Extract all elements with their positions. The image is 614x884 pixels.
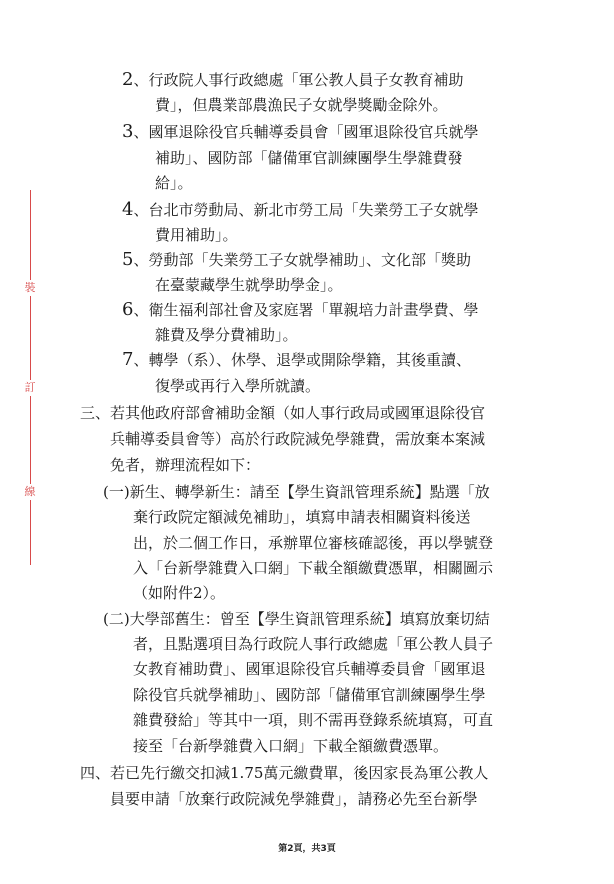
- binding-mark-ding: 訂: [22, 380, 38, 396]
- sub-item-2-line-1: (二)大學部舊生：曾至【學生資訊管理系統】填寫放棄切結: [103, 610, 490, 628]
- list-item-6-line-1: [122, 298, 478, 322]
- list-item-7-line-2: 復學或再行入學所就讀。: [155, 377, 321, 395]
- list-item-number: 5: [122, 249, 134, 270]
- list-item-number: 2: [122, 69, 134, 90]
- sub-item-2-line-5: 雜費發給」等其中一項，則不需再登錄系統填寫，可直: [133, 711, 494, 729]
- section-4-line-1: 四、若已先行繳交扣減1.75萬元繳費單，後因家長為軍公教人: [80, 764, 489, 782]
- list-item-6-line-2: 雜費及學分費補助」。: [155, 326, 298, 344]
- sub-item-2-line-6: 接至「台新學雜費入口網」下載全額繳費憑單。: [133, 737, 449, 755]
- sub-item-1-line-4: 入「台新學雜費入口網」下載全額繳費憑單，相關圖示: [133, 559, 494, 577]
- list-item-number: 7: [122, 349, 134, 370]
- binding-mark-zhuang: 裝: [22, 280, 38, 296]
- sub-item-1-line-2: 棄行政院定額減免補助」，填寫申請表相關資料後送: [133, 508, 471, 526]
- section-3-line-3: 免者，辦理流程如下：: [110, 456, 261, 474]
- sub-item-2-line-4: 除役官兵就學補助」、國防部「儲備軍官訓練團學生學: [133, 686, 486, 704]
- section-4-line-2: 員要申請「放棄行政院減免學雜費」，請務必先至台新學: [110, 790, 478, 808]
- list-item-number: 3: [122, 121, 134, 142]
- list-item-text: 、衛生福利部社會及家庭署「單親培力計畫學費、學: [133, 301, 479, 319]
- sub-item-1-line-5: （如附件2）。: [133, 584, 226, 602]
- list-item-number: 4: [122, 199, 134, 220]
- sub-item-1-line-1: (一)新生、轉學新生：請至【學生資訊管理系統】點選「放: [103, 483, 490, 501]
- list-item-2-line-2: 費」，但農業部農漁民子女就學獎勵金除外。: [155, 96, 448, 114]
- list-item-3-line-2: 補助」、國防部「儲備軍官訓練團學生學雜費發: [155, 149, 463, 167]
- list-item-text: 、行政院人事行政總處「軍公教人員子女教育補助: [133, 71, 464, 89]
- section-3-line-2: 兵輔導委員會等）高於行政院減免學雜費，需放棄本案減: [110, 430, 486, 448]
- list-item-4-line-2: 費用補助」。: [155, 226, 238, 244]
- sub-item-1-line-3: 出，於二個工作日，承辦單位審核確認後，再以學號登: [133, 534, 494, 552]
- list-item-text: 、台北市勞動局、新北市勞工局「失業勞工子女就學: [133, 201, 479, 219]
- list-item-2-line-1: [122, 68, 463, 92]
- list-item-3-line-1: [122, 120, 478, 144]
- list-item-5-line-2: 在臺蒙藏學生就學助學金」。: [155, 276, 343, 294]
- binding-mark-xian: 線: [22, 484, 38, 500]
- section-3-line-1: 三、若其他政府部會補助金額（如人事行政局或國軍退除役官: [80, 404, 486, 422]
- list-item-number: 6: [122, 299, 134, 320]
- list-item-5-line-1: [122, 248, 471, 272]
- page-footer: 第2頁，共3頁: [278, 844, 336, 854]
- binding-line: [30, 190, 31, 565]
- list-item-4-line-1: [122, 198, 478, 222]
- list-item-text: 、勞動部「失業勞工子女就學補助」、文化部「獎助: [133, 251, 471, 269]
- list-item-text: 、轉學（系）、休學、退學或開除學籍，其後重讀、: [133, 351, 471, 369]
- sub-item-2-line-2: 者，且點選項目為行政院人事行政總處「軍公教人員子: [133, 635, 494, 653]
- list-item-text: 、國軍退除役官兵輔導委員會「國軍退除役官兵就學: [133, 123, 479, 141]
- list-item-7-line-1: [122, 348, 471, 372]
- sub-item-2-line-3: 女教育補助費」、國軍退除役官兵輔導委員會「國軍退: [133, 660, 486, 678]
- list-item-3-line-3: 給」。: [155, 174, 193, 192]
